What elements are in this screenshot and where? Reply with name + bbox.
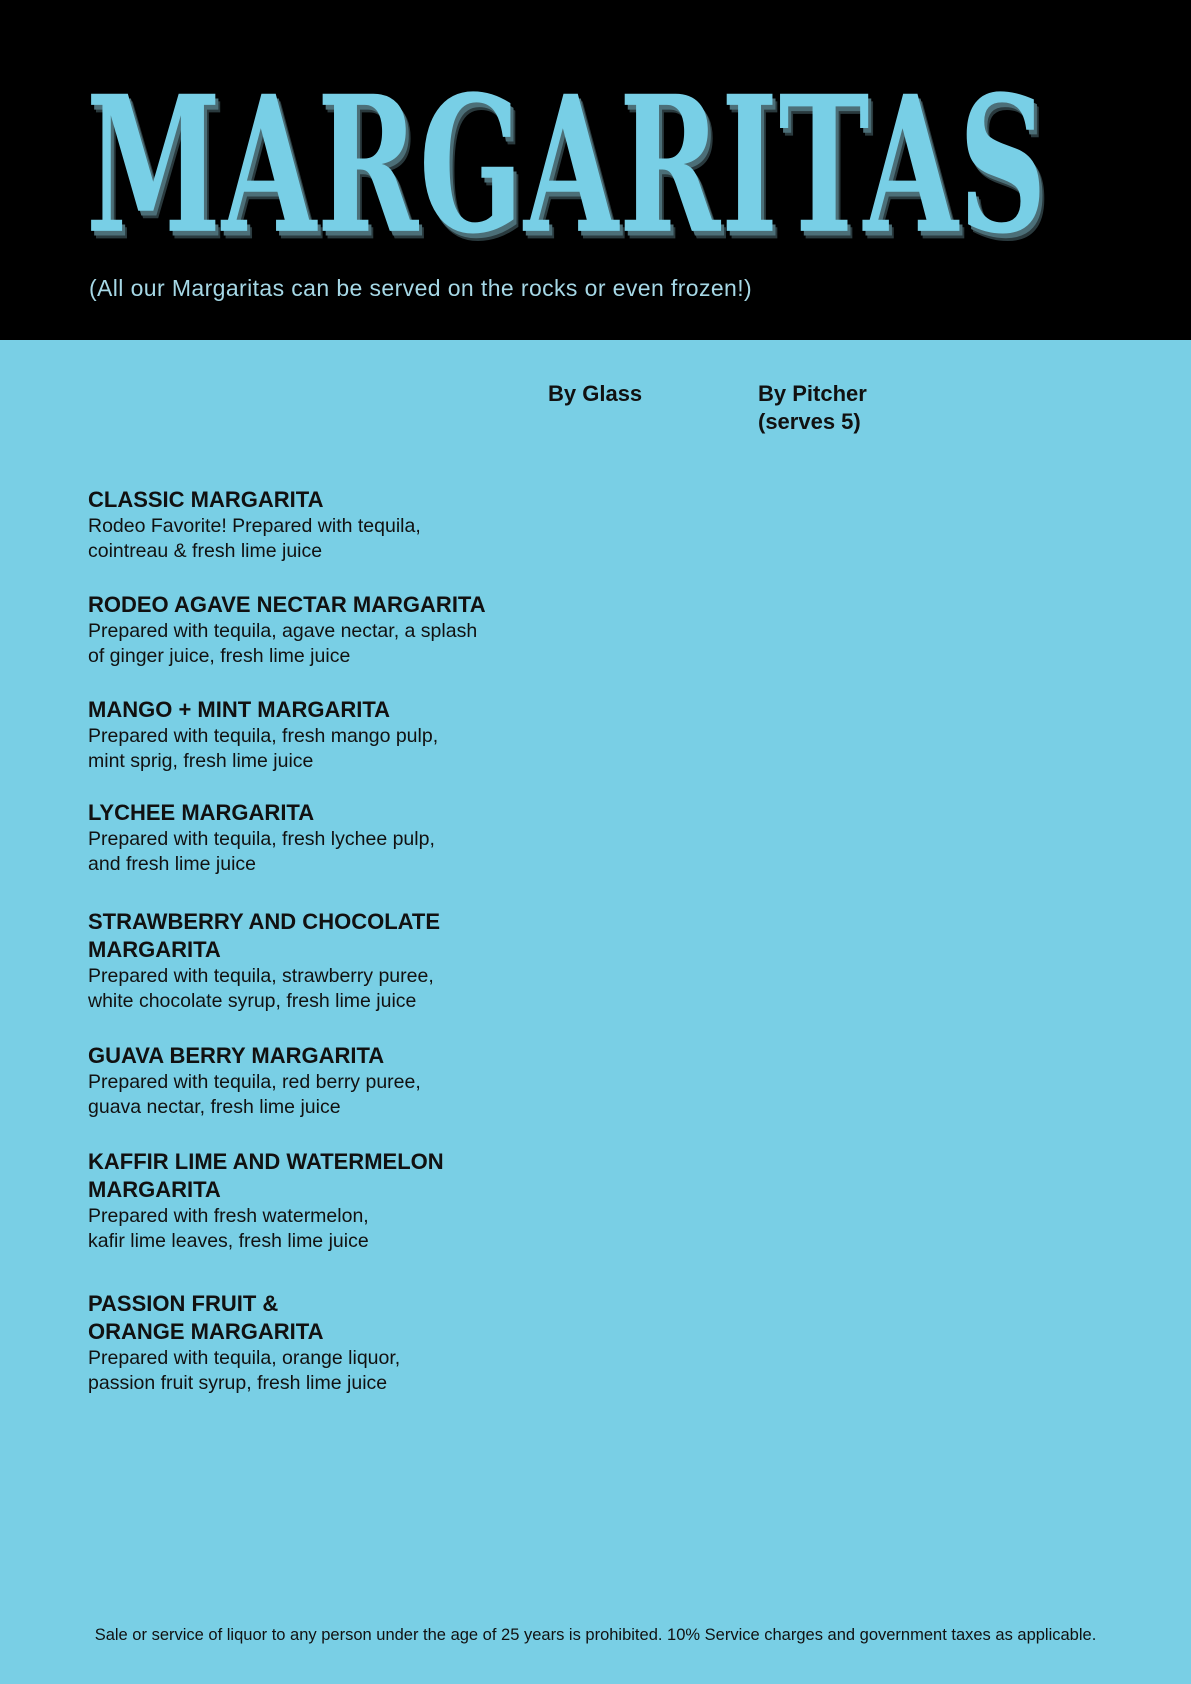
menu-item-description: Prepared with tequila, strawberry puree, white chocolate syrup, fresh lime juice bbox=[88, 965, 434, 1012]
menu-item-description: Prepared with tequila, fresh lychee pulp, and fresh lime juice bbox=[88, 828, 435, 875]
footer-disclaimer: Sale or service of liquor to any person under the age of 25 years is prohibited. 10% Service charges and government taxes as applicable. bbox=[94, 1626, 1097, 1644]
menu-item bbox=[88, 1290, 508, 1396]
menu-item-name: CLASSIC MARGARITA bbox=[88, 487, 324, 512]
menu-item-description: Prepared with tequila, fresh mango pulp, mint sprig, fresh lime juice bbox=[88, 725, 439, 772]
menu-item-name: LYCHEE MARGARITA bbox=[88, 800, 315, 825]
menu-item bbox=[88, 908, 508, 1014]
column-header-by-pitcher: By Pitcher (serves 5) bbox=[758, 381, 867, 434]
menu-item-name: GUAVA BERRY MARGARITA bbox=[88, 1043, 385, 1068]
menu-item-description: Prepared with tequila, red berry puree, guava nectar, fresh lime juice bbox=[88, 1071, 421, 1118]
menu-item-description: Rodeo Favorite! Prepared with tequila, cointreau & fresh lime juice bbox=[88, 515, 421, 562]
menu-item-description: Prepared with tequila, agave nectar, a splash of ginger juice, fresh lime juice bbox=[88, 620, 478, 667]
menu-item bbox=[88, 486, 508, 564]
menu-item bbox=[88, 1042, 508, 1120]
menu-item bbox=[88, 591, 548, 669]
column-header-by-glass: By Glass bbox=[548, 381, 643, 406]
menu-item bbox=[88, 1148, 508, 1254]
page-title: MARGARITAS bbox=[86, 55, 1048, 276]
header-band bbox=[0, 0, 1191, 340]
menu-item-name: PASSION FRUIT & ORANGE MARGARITA bbox=[88, 1291, 324, 1344]
page-subtitle: (All our Margaritas can be served on the rocks or even frozen!) bbox=[89, 275, 753, 301]
menu-item bbox=[88, 799, 508, 877]
menu-item bbox=[88, 696, 508, 774]
menu-item-name: KAFFIR LIME AND WATERMELON MARGARITA bbox=[88, 1149, 444, 1202]
menu-item-name: MANGO + MINT MARGARITA bbox=[88, 697, 391, 722]
menu-item-description: Prepared with fresh watermelon, kafir lime leaves, fresh lime juice bbox=[88, 1205, 369, 1252]
menu-item-name: STRAWBERRY AND CHOCOLATE MARGARITA bbox=[88, 909, 440, 962]
menu-item-name: RODEO AGAVE NECTAR MARGARITA bbox=[88, 592, 486, 617]
menu-item-description: Prepared with tequila, orange liquor, passion fruit syrup, fresh lime juice bbox=[88, 1347, 401, 1394]
